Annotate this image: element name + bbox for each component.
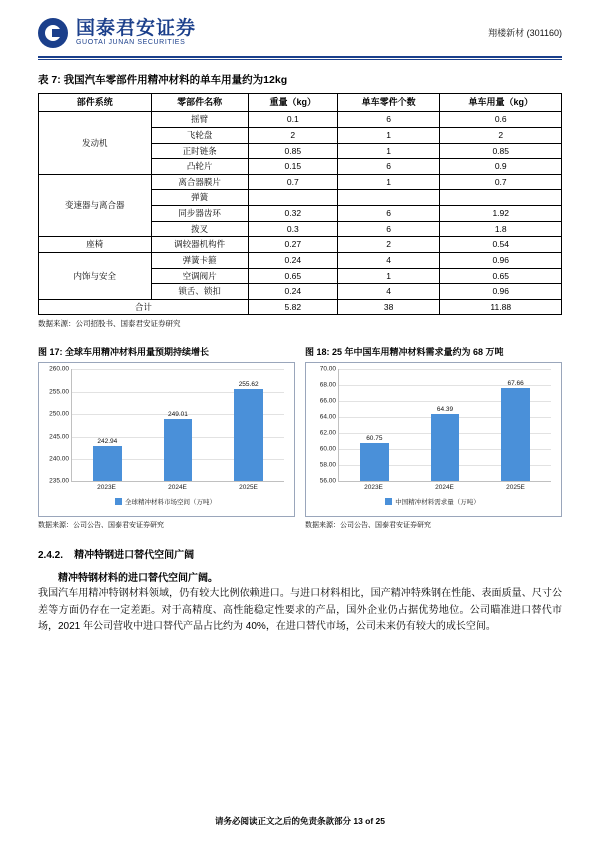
bar-group: [225, 369, 272, 481]
cell-total: [440, 190, 562, 206]
y-tick: 250.00: [49, 410, 69, 418]
cell-name: 调较器机构件: [151, 237, 248, 253]
y-tick: 235.00: [49, 477, 69, 485]
cell-name: 摇臂: [151, 112, 248, 128]
figure-17-plot: [49, 365, 284, 485]
cell-count: 6: [337, 159, 440, 175]
y-tick: 62.00: [319, 429, 336, 437]
cell-total: 1.8: [440, 221, 562, 237]
bar: [164, 419, 193, 482]
cell-name: 飞轮盘: [151, 127, 248, 143]
x-tick: 2023E: [364, 484, 383, 492]
cell-total: 0.9: [440, 159, 562, 175]
cell-name: 正时链条: [151, 143, 248, 159]
col-total: 单车用量（kg）: [440, 94, 562, 112]
figure-17-bars: [72, 369, 284, 481]
cell-count: 6: [337, 221, 440, 237]
header-company-code: 翔楼新材 (301160): [488, 27, 562, 38]
y-tick: 60.00: [319, 445, 336, 453]
x-tick: 2025E: [239, 484, 258, 492]
bar-value-label: 255.62: [238, 380, 259, 388]
cell-count: 6: [337, 112, 440, 128]
cell-total: 1.92: [440, 206, 562, 222]
bar: [360, 443, 389, 481]
cell-name: 拨叉: [151, 221, 248, 237]
cell-total: 2: [440, 127, 562, 143]
figure-18-chart: [305, 362, 562, 517]
cell-weight: 0.15: [248, 159, 337, 175]
cell-weight: 0.27: [248, 237, 337, 253]
cell-name: 弹簧卡箍: [151, 252, 248, 268]
bar-group: [351, 369, 398, 481]
figures-row: [38, 345, 562, 530]
guotai-junan-logo-icon: [38, 18, 68, 48]
figure-18-bars: [339, 369, 551, 481]
cell-name: 凸轮片: [151, 159, 248, 175]
y-tick: 66.00: [319, 397, 336, 405]
figure-17-legend: [41, 497, 290, 506]
table-caption: 表 7: 我国汽车零部件用精冲材料的单车用量约为12kg: [38, 74, 288, 86]
cell-total: 0.54: [440, 237, 562, 253]
bar: [234, 389, 263, 481]
col-part-system: 部件系统: [39, 94, 152, 112]
y-tick: 64.00: [319, 413, 336, 421]
figure-18: [305, 345, 562, 530]
figure-17-title: 图 17: 全球车用精冲材料用量预期持续增长: [38, 347, 210, 358]
section-heading: [38, 546, 562, 561]
x-tick: 2024E: [435, 484, 454, 492]
bar-group: [492, 369, 539, 481]
figure-17: [38, 345, 295, 530]
table-source-note: 数据来源：公司招股书、国泰君安证券研究: [38, 319, 181, 329]
figure-18-title: 图 18: 25 年中国车用精冲材料需求量约为 68 万吨: [305, 347, 504, 358]
cell-count: 6: [337, 206, 440, 222]
cell-count: 2: [337, 237, 440, 253]
bar-value-label: 249.01: [168, 410, 188, 418]
table-row: [39, 252, 562, 268]
cell-count: 1: [337, 127, 440, 143]
cell-total: 0.7: [440, 174, 562, 190]
figure-18-legend: [308, 497, 557, 506]
legend-swatch-icon: [115, 498, 122, 505]
cell-weight: [248, 190, 337, 206]
cell-count: 4: [337, 284, 440, 300]
cell-count: 1: [337, 174, 440, 190]
y-tick: 260.00: [49, 365, 69, 373]
legend-label: 全球精冲材料市场空间（万吨）: [125, 499, 216, 507]
y-tick: 240.00: [49, 455, 69, 463]
bar-group: [155, 369, 202, 481]
table-row: [39, 112, 562, 128]
table-total-row: [39, 299, 562, 315]
figure-17-chart: [38, 362, 295, 517]
figure-18-source: 数据来源：公司公告、国泰君安证券研究: [305, 522, 431, 530]
paragraph-lead: 精冲特钢材料的进口替代空间广阔。: [58, 573, 218, 585]
cell-count: 1: [337, 268, 440, 284]
cell-total: 0.6: [440, 112, 562, 128]
cell-total-count: 38: [337, 299, 440, 315]
cell-count: 4: [337, 252, 440, 268]
cell-system: 内饰与安全: [39, 252, 152, 299]
y-tick: 70.00: [319, 365, 336, 373]
x-tick: 2025E: [506, 484, 525, 492]
bar-value-label: 64.39: [436, 406, 454, 414]
brand-name-en: GUOTAI JUNAN SECURITIES: [76, 38, 186, 46]
bar: [501, 388, 530, 481]
bar: [431, 414, 460, 481]
y-tick: 56.00: [319, 477, 336, 485]
cell-total: 0.96: [440, 252, 562, 268]
y-tick: 58.00: [319, 461, 336, 469]
bar-value-label: 67.66: [507, 380, 524, 388]
cell-weight: 0.24: [248, 252, 337, 268]
cell-name: 离合器膜片: [151, 174, 248, 190]
cell-weight: 0.3: [248, 221, 337, 237]
cell-weight: 0.32: [248, 206, 337, 222]
y-tick: 68.00: [319, 381, 336, 389]
section-title: 精冲特钢进口替代空间广阔: [74, 550, 195, 562]
bar-value-label: 60.75: [366, 435, 383, 443]
header-divider-thin: [38, 59, 562, 60]
bar-group: [422, 369, 469, 481]
cell-system: 变速器与离合器: [39, 174, 152, 237]
cell-total-label: 合计: [39, 299, 249, 315]
table-row: [39, 237, 562, 253]
cell-system: 发动机: [39, 112, 152, 175]
legend-swatch-icon: [385, 498, 392, 505]
col-weight: 重量（kg）: [248, 94, 337, 112]
cell-count: [337, 190, 440, 206]
cell-total: 0.65: [440, 268, 562, 284]
cell-name: 弹簧: [151, 190, 248, 206]
y-tick: 245.00: [49, 433, 69, 441]
figure-18-xaxis: [338, 484, 551, 491]
x-tick: 2023E: [97, 484, 116, 492]
table-header-row: [39, 94, 562, 112]
legend-label: 中国精冲材料需求量（万吨）: [395, 499, 480, 507]
cell-weight: 0.65: [248, 268, 337, 284]
brand-logo: [38, 18, 196, 48]
bar-group: [84, 369, 131, 481]
bar: [93, 446, 122, 482]
table-row: [39, 174, 562, 190]
col-count: 单车零件个数: [337, 94, 440, 112]
cell-name: 锁舌、锁扣: [151, 284, 248, 300]
figure-18-plot: [319, 365, 551, 485]
page-footer: 请务必阅读正文之后的免责条款部分 13 of 25: [214, 816, 386, 826]
bar-value-label: 242.94: [97, 437, 118, 445]
cell-total-weight: 5.82: [248, 299, 337, 315]
cell-count: 1: [337, 143, 440, 159]
cell-weight: 0.7: [248, 174, 337, 190]
col-part-name: 零部件名称: [151, 94, 248, 112]
cell-total: 0.96: [440, 284, 562, 300]
cell-weight: 0.24: [248, 284, 337, 300]
cell-system: 座椅: [39, 237, 152, 253]
y-tick: 255.00: [49, 388, 69, 396]
cell-name: 同步器齿环: [151, 206, 248, 222]
paragraph-body: 我国汽车用精冲特钢材料领域，仍有较大比例依赖进口。与进口材料相比，国产精冲特殊钢在性能、表面质量、尺寸公差等方面仍存在一定差距。对于高精度、高性能稳定性要求的产品，国外企业仍占据优势地位。公司瞄准进口替代市场，2021 年公司营收中进口替代产品占比约为 40%，在进口替代市场，公司未来仍有较大的成长空间。: [38, 588, 562, 633]
x-tick: 2024E: [168, 484, 187, 492]
cell-name: 空调阀片: [151, 268, 248, 284]
header-divider: [38, 56, 562, 58]
cell-weight: 2: [248, 127, 337, 143]
brand-name-cn: 国泰君安证券: [76, 17, 197, 39]
cell-weight: 0.1: [248, 112, 337, 128]
cell-total-sum: 11.88: [440, 299, 562, 315]
figure-17-xaxis: [71, 484, 284, 491]
figure-17-source: 数据来源：公司公告、国泰君安证券研究: [38, 522, 164, 530]
parts-table: [38, 93, 562, 315]
cell-weight: 0.85: [248, 143, 337, 159]
section-number: 2.4.2.: [38, 550, 64, 562]
cell-total: 0.85: [440, 143, 562, 159]
page-header: [38, 0, 562, 54]
